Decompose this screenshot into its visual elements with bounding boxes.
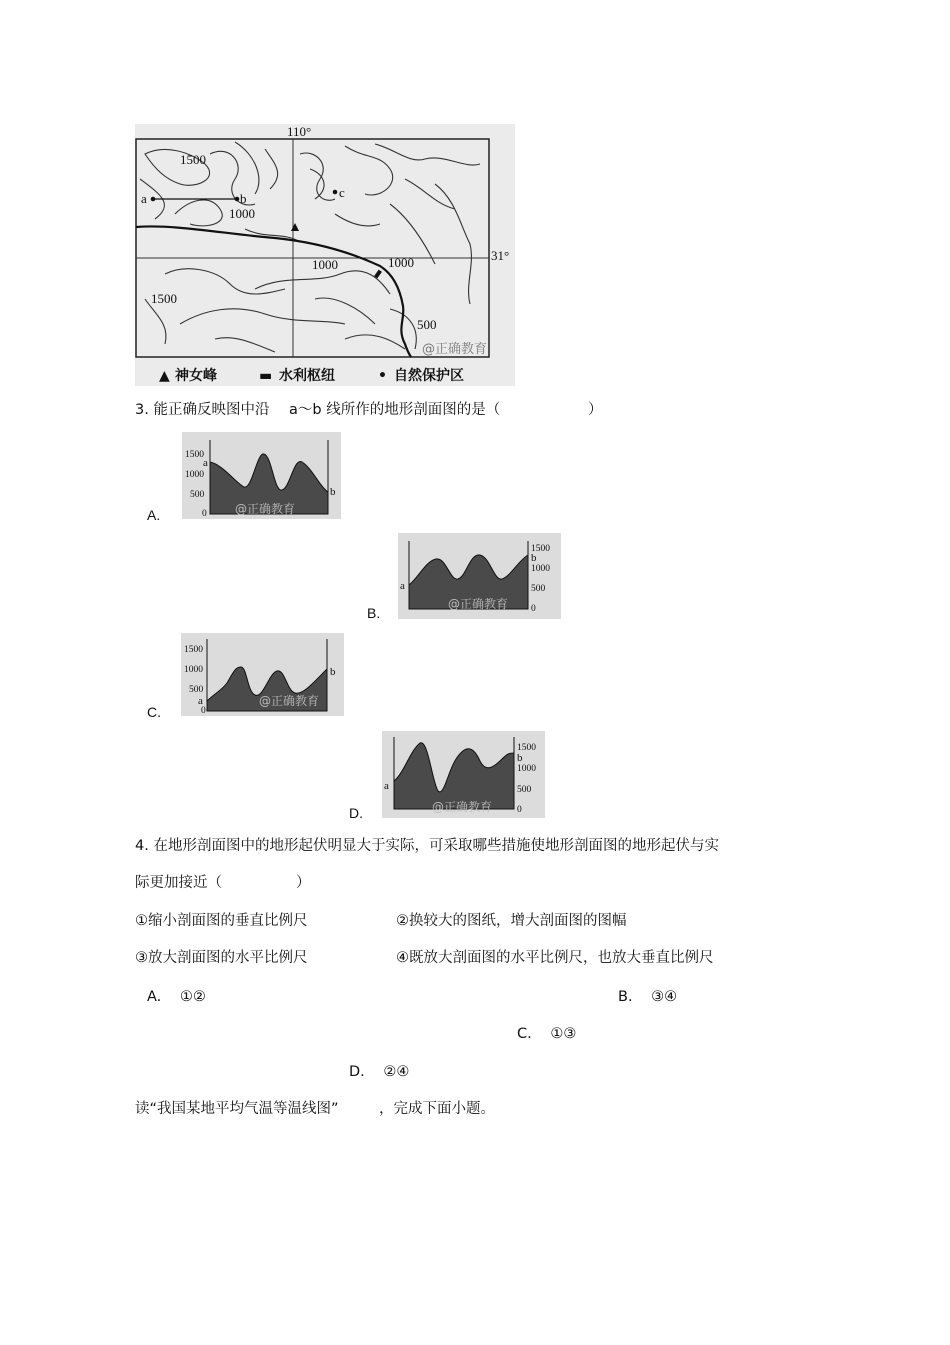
q3-option-a-label[interactable]: A.	[147, 507, 161, 523]
tick-500: 500	[531, 584, 546, 594]
contour-map	[135, 124, 515, 386]
tick-0: 0	[201, 706, 206, 716]
next-intro-part2: ，完成下面小题。	[379, 1101, 495, 1117]
q4-option-a-value: ①②	[179, 989, 206, 1005]
q3-option-d-label[interactable]: D.	[349, 805, 363, 821]
q3-option-b-label[interactable]: B.	[367, 605, 381, 621]
profile-watermark: @正确教育	[448, 597, 509, 611]
q4-option-c[interactable]	[517, 1024, 576, 1044]
label-a: a	[384, 780, 389, 792]
lon-label: 110°	[287, 124, 312, 139]
legend-reserve-label: 自然保护区	[394, 368, 464, 384]
q3-option-b-profile[interactable]	[398, 533, 561, 619]
q4-option-b-label: B.	[618, 989, 633, 1005]
tick-0: 0	[517, 805, 522, 815]
label-b: b	[330, 666, 336, 678]
contour-label-3: 1000	[312, 257, 338, 272]
q3-stem-close: ）	[588, 402, 603, 418]
label-b: b	[517, 752, 523, 764]
tick-0: 0	[531, 604, 536, 614]
point-a-dot	[151, 197, 156, 202]
contour-map-svg	[135, 124, 515, 386]
q3-option-c-label[interactable]: C.	[147, 704, 161, 720]
label-a: a	[198, 695, 203, 707]
contour-label-2: 1000	[229, 206, 255, 221]
q4-item-3: ③放大剖面图的水平比例尺	[135, 950, 308, 966]
tick-500: 500	[517, 785, 532, 795]
q4-item-2: ②换较大的图纸，增大剖面图的图幅	[396, 913, 627, 929]
tick-1500: 1500	[531, 544, 550, 554]
q4-item-4: ④既放大剖面图的水平比例尺，也放大垂直比例尺	[396, 950, 714, 966]
profile-watermark: @正确教育	[235, 502, 296, 516]
label-a: a	[203, 457, 208, 469]
label-a: a	[400, 580, 405, 592]
q4-option-d-value: ②④	[383, 1064, 410, 1080]
contour-label-1: 1500	[180, 152, 206, 167]
point-b-label: b	[240, 191, 247, 206]
profile-watermark: @正确教育	[432, 800, 493, 814]
tick-1500: 1500	[517, 743, 536, 753]
legend-dam-label: 水利枢纽	[279, 368, 335, 384]
point-a-label: a	[141, 191, 147, 206]
q4-option-c-label: C.	[517, 1026, 532, 1042]
next-intro-part1: 读“我国某地平均气温等温线图”	[135, 1101, 339, 1117]
profile-watermark: @正确教育	[259, 694, 320, 708]
contour-label-5: 1500	[151, 291, 177, 306]
tick-1000: 1000	[531, 564, 550, 574]
tick-0: 0	[202, 509, 207, 519]
tick-1000: 1000	[517, 764, 536, 774]
q4-option-d[interactable]	[349, 1062, 409, 1082]
tick-500: 500	[189, 685, 204, 695]
q4-item-1: ①缩小剖面图的垂直比例尺	[135, 913, 308, 929]
q4-option-c-value: ①③	[550, 1026, 577, 1042]
q4-stem-close: ）	[296, 875, 311, 891]
q3-option-a-profile[interactable]	[182, 432, 341, 519]
tick-1000: 1000	[184, 665, 203, 675]
q4-stem-line1: 4. 在地形剖面图中的地形起伏明显大于实际，可采取哪些措施使地形剖面图的地形起伏与实	[135, 838, 719, 854]
tick-1000: 1000	[185, 470, 204, 480]
q3-option-d-profile[interactable]	[382, 731, 545, 818]
tick-1500: 1500	[185, 450, 204, 460]
point-c-label: c	[339, 185, 345, 200]
legend-peak-label: 神女峰	[175, 368, 217, 384]
map-watermark: @正确教育	[422, 342, 488, 357]
contour-label-4: 1000	[388, 255, 414, 270]
reserve-dot-icon: •	[378, 368, 387, 384]
q4-option-a[interactable]	[147, 987, 206, 1007]
point-b-dot	[235, 197, 240, 202]
q4-option-d-label: D.	[349, 1064, 365, 1080]
q4-stem-line2: 际更加接近（	[135, 875, 222, 891]
q3-stem-part1: 3. 能正确反映图中沿	[135, 402, 270, 418]
label-b: b	[531, 552, 537, 564]
tick-1500: 1500	[184, 645, 203, 655]
lat-label: 31°	[491, 248, 510, 263]
q4-option-b[interactable]	[618, 987, 677, 1007]
q4-option-b-value: ③④	[651, 989, 678, 1005]
peak-icon: ▲	[159, 368, 170, 384]
tick-500: 500	[190, 490, 205, 500]
point-c-dot	[333, 190, 338, 195]
q3-stem-part2: a～b 线所作的地形剖面图的是（	[289, 402, 501, 418]
dam-icon-legend: ▬	[259, 368, 273, 384]
q3-option-c-profile[interactable]	[181, 633, 344, 716]
q4-option-a-label: A.	[147, 989, 162, 1005]
contour-label-6: 500	[417, 317, 437, 332]
label-b: b	[330, 486, 336, 498]
